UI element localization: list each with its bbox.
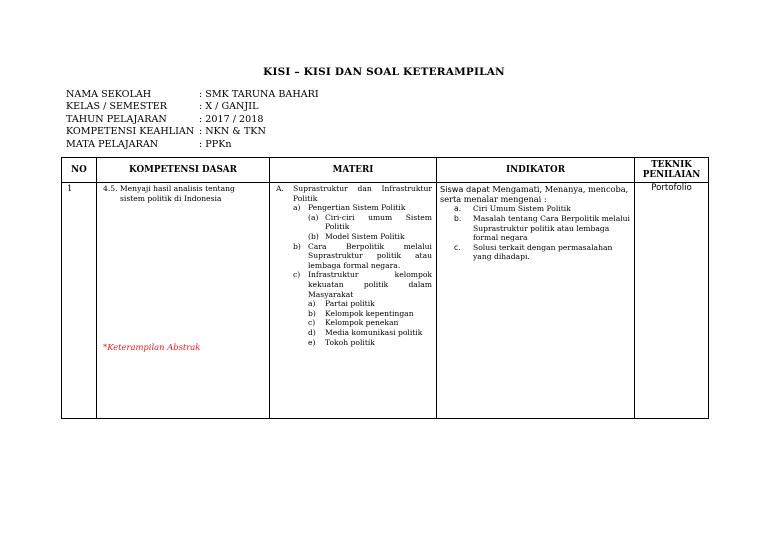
- kd-text-line2: sistem politik di Indonesia: [120, 193, 222, 203]
- materi-text: Model Sistem Politik: [325, 231, 405, 241]
- meta-value: : 2017 / 2018: [199, 113, 264, 125]
- materi-subsubitem: [308, 232, 432, 242]
- materi-text: Pengertian Sistem Politik: [308, 203, 406, 213]
- table-row: [62, 183, 709, 419]
- materi-text: Suprastruktur dan Infrastruktur Politik: [293, 184, 432, 203]
- indikator-text: Solusi terkait dengan permasalahan yang dihadapi.: [473, 242, 613, 262]
- materi-subsubitem: [308, 328, 432, 338]
- meta-value: : X / GANJIL: [199, 101, 259, 113]
- cell-indikator: [437, 183, 635, 419]
- materi-marker: (a): [308, 212, 319, 222]
- indikator-intro-text: Mengamati, Menanya, mencoba, serta menalar mengenai :: [440, 184, 629, 205]
- header-teknik-line1: TEKNIK: [651, 160, 692, 170]
- meta-value: : PPKn: [199, 138, 232, 150]
- indikator-marker: c.: [454, 242, 461, 252]
- materi-text: Kelompok kepentingan: [325, 308, 414, 318]
- materi-marker: e): [308, 337, 316, 347]
- header-materi: MATERI: [270, 158, 437, 183]
- indikator-item: [454, 243, 630, 262]
- header-teknik-line2: PENILAIAN: [642, 170, 701, 180]
- materi-subitem: [293, 242, 432, 271]
- header-kompetensi-dasar: KOMPETENSI DASAR: [97, 158, 270, 183]
- cell-no: 1: [62, 183, 97, 419]
- materi-marker: c): [308, 318, 316, 328]
- header-teknik-penilaian: [635, 158, 709, 183]
- materi-marker: (b): [308, 231, 319, 241]
- materi-text: Kelompok penekan: [325, 318, 399, 328]
- materi-text: Tokoh politik: [325, 337, 375, 347]
- materi-subsubitem: [308, 213, 432, 232]
- materi-text: Infrastruktur kelompok kekuatan politik dalam Masyarakat: [308, 270, 432, 299]
- materi-marker: b): [293, 241, 301, 251]
- materi-subsubitem: [308, 318, 432, 328]
- cell-teknik-penilaian: Portofolio: [635, 183, 709, 419]
- indikator-text: Ciri Umum Sistem Politik: [473, 204, 571, 214]
- meta-label: NAMA SEKOLAH: [66, 89, 152, 100]
- materi-subitem: [293, 270, 432, 299]
- meta-row-subject: [66, 139, 319, 151]
- materi-subsubitem: [308, 338, 432, 348]
- indikator-item: [454, 214, 630, 243]
- indikator-intro-lead: Siswa dapat: [440, 184, 490, 194]
- meta-row-class: [66, 101, 319, 113]
- meta-row-competency: [66, 126, 319, 138]
- materi-marker: b): [308, 308, 316, 318]
- materi-marker: a): [293, 203, 301, 213]
- kd-text-line1: 4.5. Menyaji hasil analisis tentang: [103, 184, 235, 193]
- meta-label: MATA PELAJARAN: [66, 138, 159, 150]
- indikator-intro: [440, 184, 630, 204]
- document-title: KISI – KISI DAN SOAL KETERAMPILAN: [263, 66, 505, 78]
- materi-marker: d): [308, 327, 316, 337]
- materi-marker: A.: [276, 184, 284, 193]
- table-header-row: [62, 158, 709, 183]
- materi-text: Media komunikasi politik: [325, 327, 423, 337]
- indikator-marker: b.: [454, 214, 462, 223]
- kisi-kisi-table: [61, 157, 709, 419]
- materi-item-a: [276, 184, 432, 203]
- kd-note: *Keterampilan Abstrak: [103, 342, 201, 352]
- cell-materi: [270, 183, 437, 419]
- cell-kompetensi-dasar: [97, 183, 270, 419]
- materi-subitem: [293, 203, 432, 213]
- meta-row-year: [66, 114, 319, 126]
- indikator-text: Masalah tentang Cara Berpolitik melalui Suprastruktur politik atau lembaga formal negara: [473, 214, 630, 243]
- meta-label: KOMPETENSI KEAHLIAN: [66, 126, 195, 138]
- meta-label: KELAS / SEMESTER: [66, 101, 167, 113]
- materi-subsubitem: [308, 309, 432, 319]
- materi-text: Ciri-ciri umum Sistem Politik: [325, 212, 432, 232]
- meta-value: : NKN & TKN: [199, 126, 266, 138]
- materi-subsubitem: [308, 299, 432, 309]
- meta-label: TAHUN PELAJARAN: [66, 113, 167, 125]
- materi-marker: c): [293, 270, 301, 280]
- document-meta: [66, 89, 319, 151]
- materi-text: Partai politik: [325, 299, 375, 309]
- materi-text: Cara Berpolitik melalui Suprastruktur politik atau lembaga formal negara.: [308, 241, 432, 270]
- header-indikator: INDIKATOR: [437, 158, 635, 183]
- header-no: NO: [62, 158, 97, 183]
- meta-row-school: [66, 89, 319, 101]
- materi-marker: a): [308, 299, 316, 309]
- indikator-marker: a.: [454, 204, 462, 214]
- indikator-item: [454, 204, 630, 214]
- meta-value: : SMK TARUNA BAHARI: [199, 89, 319, 100]
